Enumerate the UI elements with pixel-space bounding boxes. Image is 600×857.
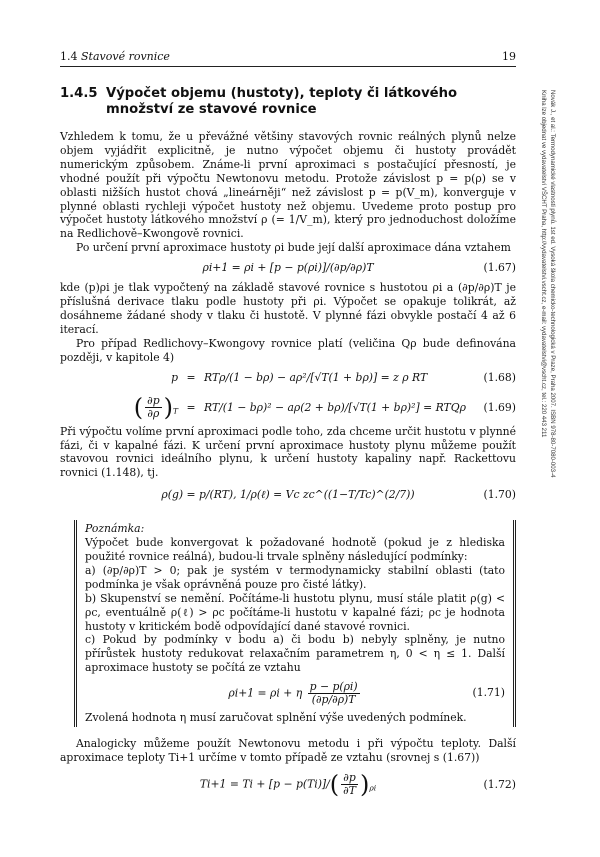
- paragraph-intro: Vzhledem k tomu, že u převážné většiny stavových rovnic reálných plynů nelze objem vyjádřit explicitně, je nutno výpočet objemu či hustoty provádět numerickým způsobem. Známe-li první aproximaci s postačující přesností, je vhodné použít při výpočtu Newtonovu metodu. Protože závislost p = p(ρ) se v oblasti nižších hustot chová „lineárněji“ než závislost p = p(V_m), konverguje v plynné oblasti rychleji výpočet hustoty než objemu. Uvedeme proto postup pro výpočet hustoty látkového množství ρ (= 1/V_m), který pro jednoduchost doložíme na Redlichově–Kwongově rovnici.: [60, 130, 516, 241]
- equation-1-67-tag: (1.67): [483, 261, 516, 275]
- heading-title: Výpočet objemu (hustoty), teploty či látkového množství ze stavové rovnice: [106, 86, 458, 117]
- equation-1-71-body: ρi+1 = ρi + η $\frac{p - p(\rho i)}{(\partial p/\partial\rho)T}$: [228, 679, 358, 706]
- side-citation-line2: Kniha lze objednat ve vydavatelství VŠCHT Praha, http://vydavatelstvi.vscht.cz, e-mail: vydavatelstvi@vscht.cz, tel.: 220 443 211: [540, 90, 548, 438]
- equation-1-69-rel: =: [186, 400, 196, 414]
- equation-1-70: [60, 480, 516, 510]
- equation-1-68-rhs: RTρ/(1 − bρ) − aρ²/[√T(1 + bρ)] = z ρ RT: [204, 370, 428, 384]
- side-citation: [539, 90, 556, 690]
- equation-1-68-lhs: p: [171, 370, 178, 384]
- remark-condition-a: a) (∂p/∂ρ)T > 0; pak je systém v termodynamicky stabilní oblasti (tato podmínka je však oprávněná pouze pro čisté látky).: [85, 563, 505, 591]
- side-citation-line1: Novák J., et al.: Termodynamické vlastnosti plynů. 1st ed. Vysoká škola chemicko-technologická v Praze, Praha 2007. ISBN 978-80-7080-003-4: [549, 90, 556, 478]
- remark-title: Poznámka:: [85, 522, 145, 536]
- equation-1-69: [60, 391, 516, 425]
- page-number: 19: [502, 50, 516, 63]
- running-header: [60, 50, 516, 63]
- equation-1-71-tag: (1.71): [472, 686, 505, 700]
- header-rule: [60, 66, 516, 67]
- paragraph-first-approx: Při výpočtu volíme první aproximaci podle toho, zda chceme určit hustotu v plynné fázi, či v kapalné fázi. K určení první aproximace hustoty plynu můžeme použít stavovou rovnici ideálního plynu, k určení hustoty kapaliny např. Rackettovu rovnici (1.148), tj.: [60, 424, 516, 480]
- equation-1-68-rel: =: [186, 370, 196, 384]
- equation-1-72-tag: (1.72): [483, 777, 516, 791]
- paragraph-derivative: kde (p)ρi je tlak vypočtený na základě stavové rovnice s hustotou ρi a (∂p/∂ρ)T je příslušná derivace tlaku podle hustoty při ρi. Výpočet se opakuje tolikrát, až dosáhneme žádané shody v tlaku či hustotě. V plynné fázi obvykle postačí 4 až 6 iterací.: [60, 281, 516, 336]
- remark-box: [74, 520, 516, 727]
- remark-closing: Zvolená hodnota η musí zaručovat splnění výše uvedených podmínek.: [85, 711, 467, 725]
- paragraph-rk: Pro případ Redlichovy–Kwongovy rovnice platí (veličina Qρ bude definována později, v kapitole 4): [60, 336, 516, 364]
- heading-number: 1.4.5: [60, 86, 98, 101]
- section-title: 1.4 Stavové rovnice: [60, 50, 170, 63]
- remark-condition-b: b) Skupenství se nemění. Počítáme-li hustotu plynu, musí stále platit ρ(g) < ρc, eventuálně ρ(ℓ) > ρc počítáme-li hustotu v kapalné fázi; ρc je hodnota hustoty v kritickém bodě odpovídající dané stavové rovnici.: [85, 591, 505, 633]
- equation-1-67-body: ρi+1 = ρi + [p − p(ρi)]/(∂p/∂ρ)T: [202, 261, 374, 275]
- equation-1-69-rhs: RT/(1 − bρ)² − aρ(2 + bρ)/[√T(1 + bρ)²] = RTQρ: [204, 400, 466, 414]
- equation-1-72-body: Ti+1 = Ti + [p − p(Ti)]/( $\frac{\partial p}{\partial T}$ )$_{\rho i}$: [199, 770, 377, 799]
- equation-1-68-tag: (1.68): [483, 370, 516, 384]
- section-heading: [60, 86, 516, 118]
- equation-1-70-body: ρ(g) = p/(RT), 1/ρ(ℓ) = Vc zc^((1−T/Tc)^(2/7)): [161, 488, 415, 502]
- remark-paragraph-1: Výpočet bude konvergovat k požadované hodnotě (pokud je z hlediska použité rovnice reálná), budou-li trvale splněny následující podmínky:: [85, 536, 505, 564]
- equation-1-72: [60, 765, 516, 805]
- equation-1-69-tag: (1.69): [483, 400, 516, 414]
- equation-1-70-tag: (1.70): [483, 488, 516, 502]
- page-content: [60, 86, 516, 805]
- equation-1-68: [60, 365, 516, 391]
- equation-1-71: [85, 675, 505, 711]
- paragraph-temperature: Analogicky můžeme použít Newtonovu metodu i při výpočtu teploty. Další aproximace teploty Ti+1 určíme v tomto případě ze vztahu (srovnej s (1.67)): [60, 737, 516, 764]
- equation-1-69-lhs: ( $\frac{\partial p}{\partial\rho}$ )$_T$: [133, 393, 178, 422]
- remark-condition-c: c) Pokud by podmínky v bodu a) či bodu b) nebyly splněny, je nutno přírůstek hustoty redukovat relaxačním parametrem η, 0 < η ≤ 1. Další aproximace hustoty se počítá ze vztahu: [85, 633, 505, 675]
- equation-1-67: [60, 255, 516, 281]
- paragraph-approx: Po určení první aproximace hustoty ρi bude její další aproximace dána vztahem: [76, 241, 511, 255]
